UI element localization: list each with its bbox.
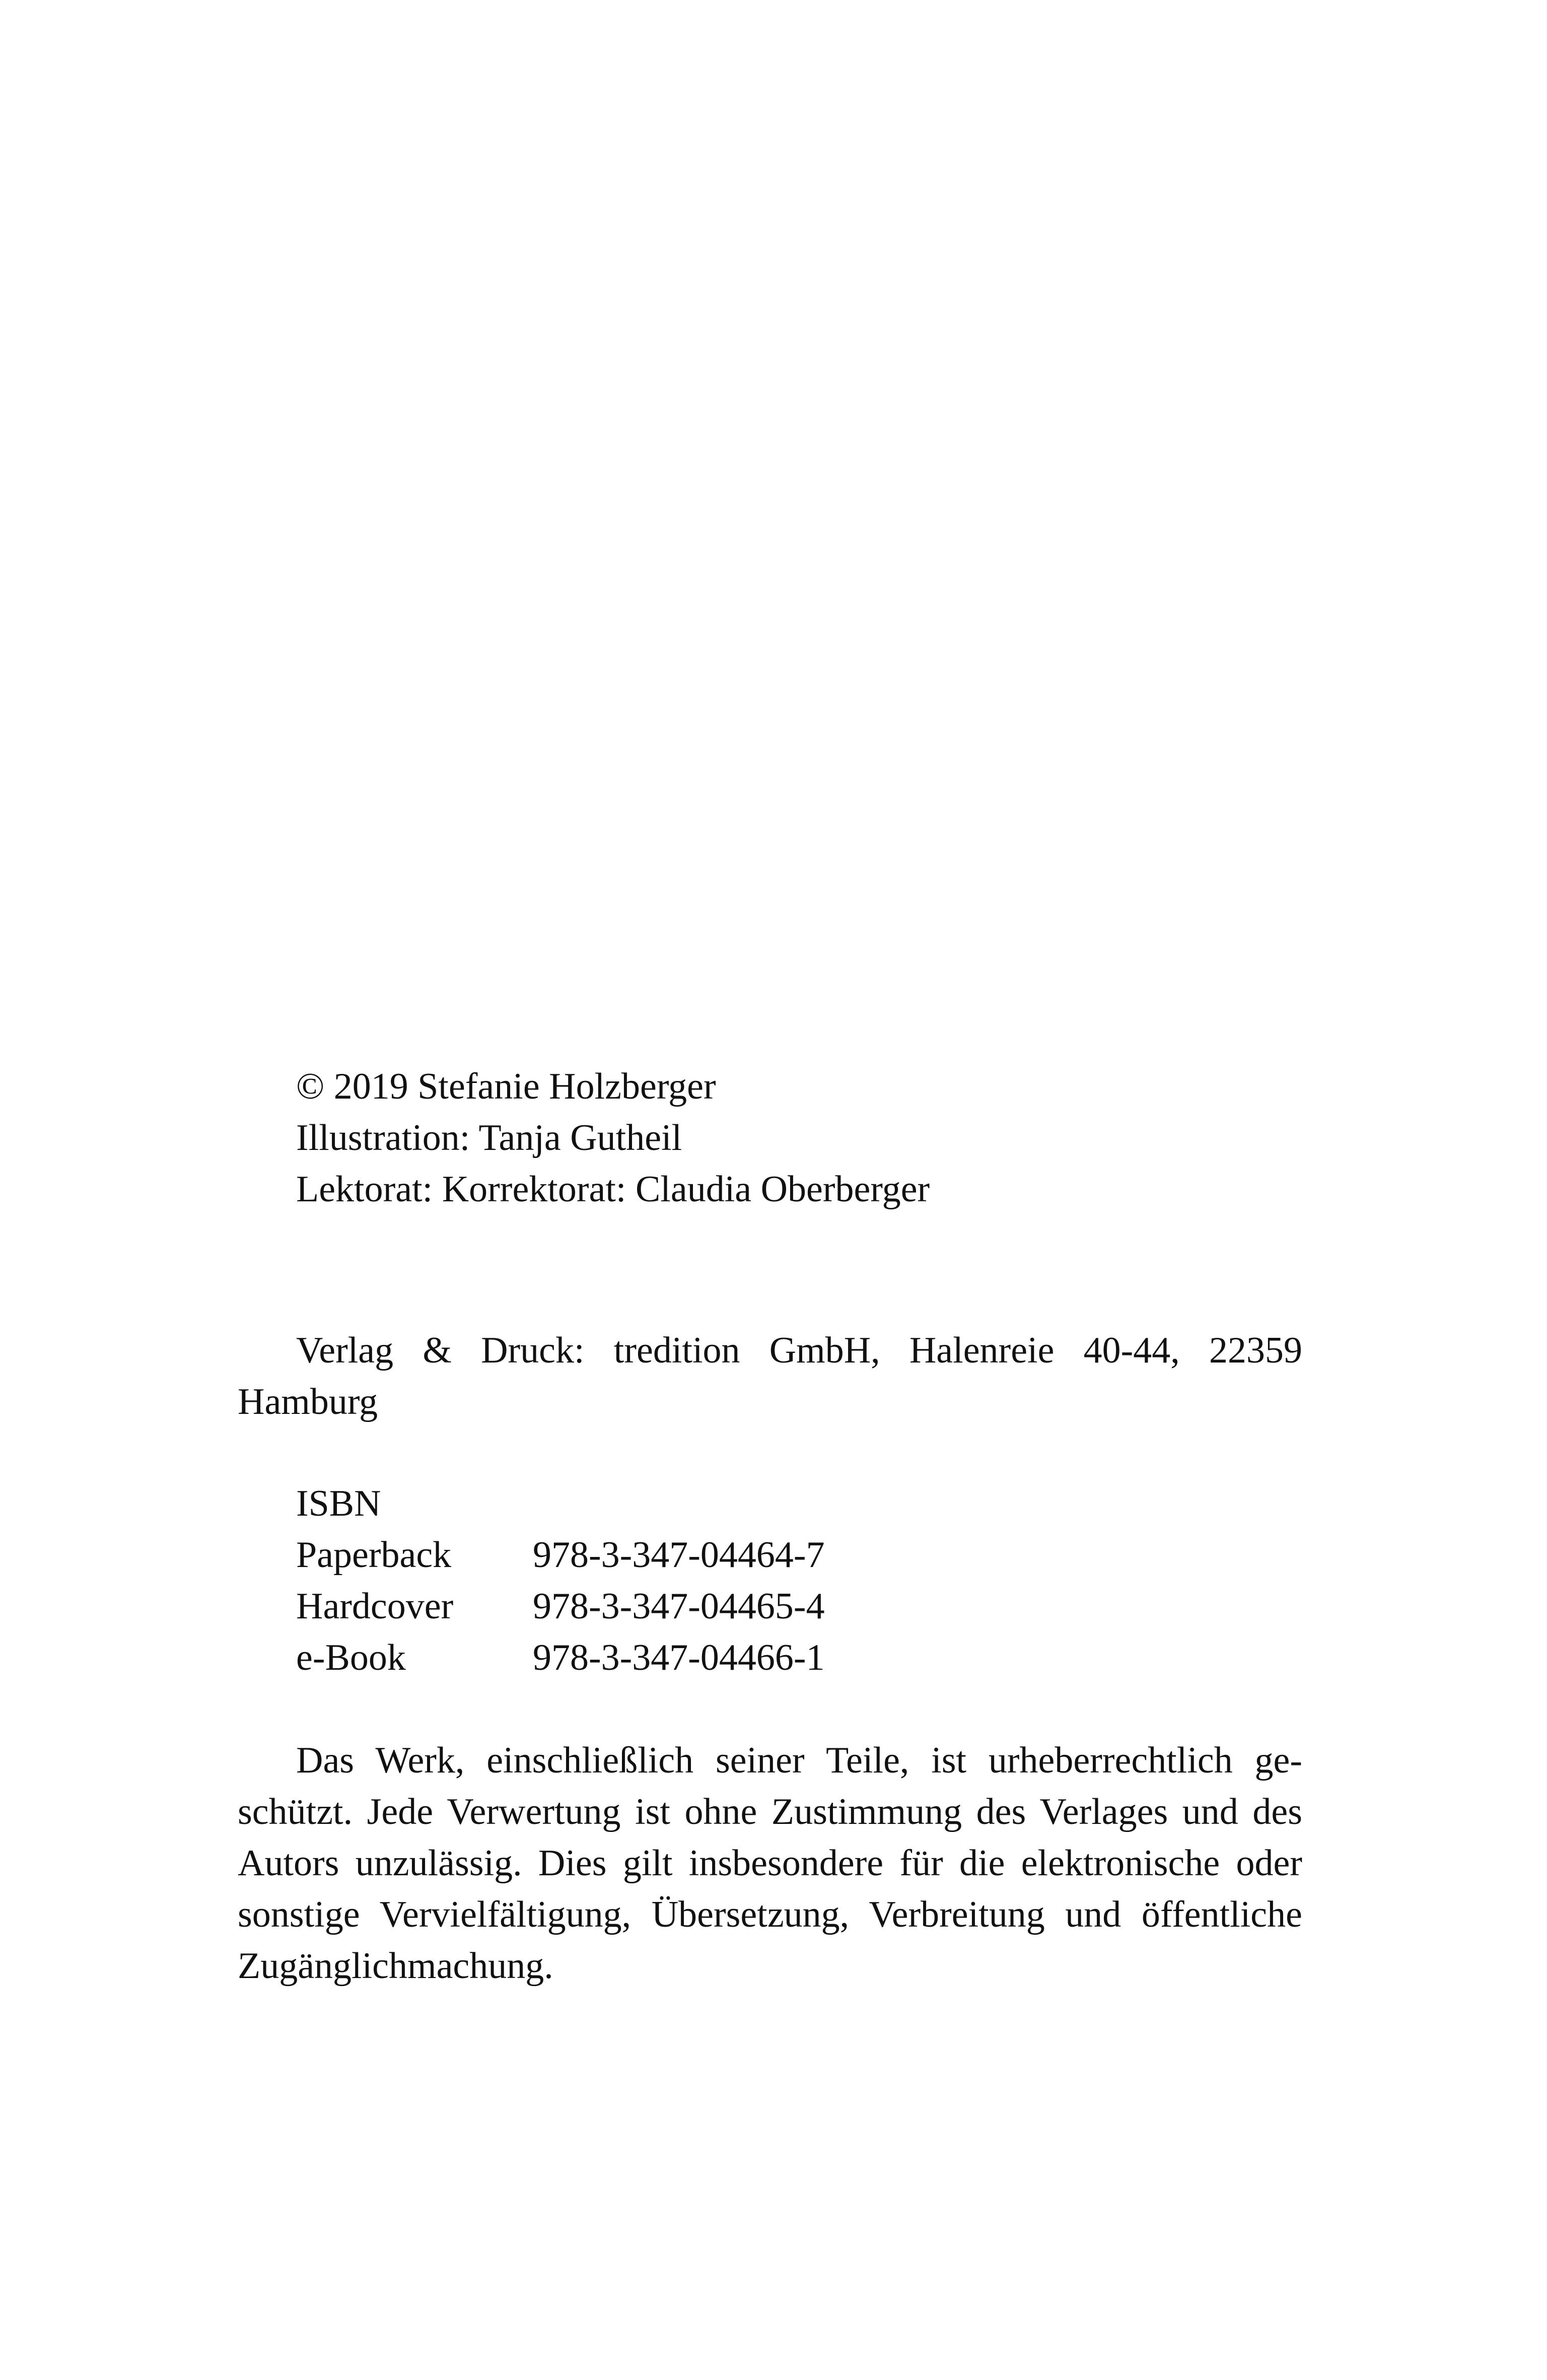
illustration-credit: Illustration: Tanja Gutheil — [296, 1117, 682, 1159]
isbn-label: Paperback — [296, 1534, 452, 1576]
isbn-label: Hardcover — [296, 1586, 454, 1627]
publisher-block — [238, 1325, 1302, 1427]
isbn-label: e-Book — [296, 1637, 406, 1678]
isbn-row-paperback — [238, 1529, 1302, 1581]
legal-notice-paragraph: Das Werk, einschließlich seiner Teile, ist urheberrechtlich geschützt. Jede Verwertung ist ohne Zustimmung des Verlages und des Autors unzulässig. Dies gilt insbesondere für die elektronische oder sonstige Vervielfältigung, Übersetzung, Verbreitung und öffentliche Zugänglichmachung. — [238, 1740, 1302, 1987]
copyright-line: © 2019 Stefanie Holzberger — [296, 1066, 716, 1107]
isbn-value: 978-3-347-04464-7 — [533, 1534, 825, 1576]
isbn-row-ebook — [238, 1632, 1302, 1683]
isbn-value: 978-3-347-04465-4 — [533, 1586, 825, 1627]
credits-block — [238, 1061, 1302, 1215]
isbn-value: 978-3-347-04466-1 — [533, 1637, 825, 1678]
isbn-row-hardcover — [238, 1581, 1302, 1632]
isbn-heading: ISBN — [296, 1483, 381, 1524]
publisher-address: Verlag & Druck: tredition GmbH, Halenreie 40-44, 22359 Hamburg — [238, 1330, 1302, 1422]
legal-notice-block — [238, 1735, 1302, 1992]
isbn-block — [238, 1478, 1302, 1683]
editing-credit: Lektorat: Korrektorat: Claudia Oberberger — [296, 1169, 930, 1210]
